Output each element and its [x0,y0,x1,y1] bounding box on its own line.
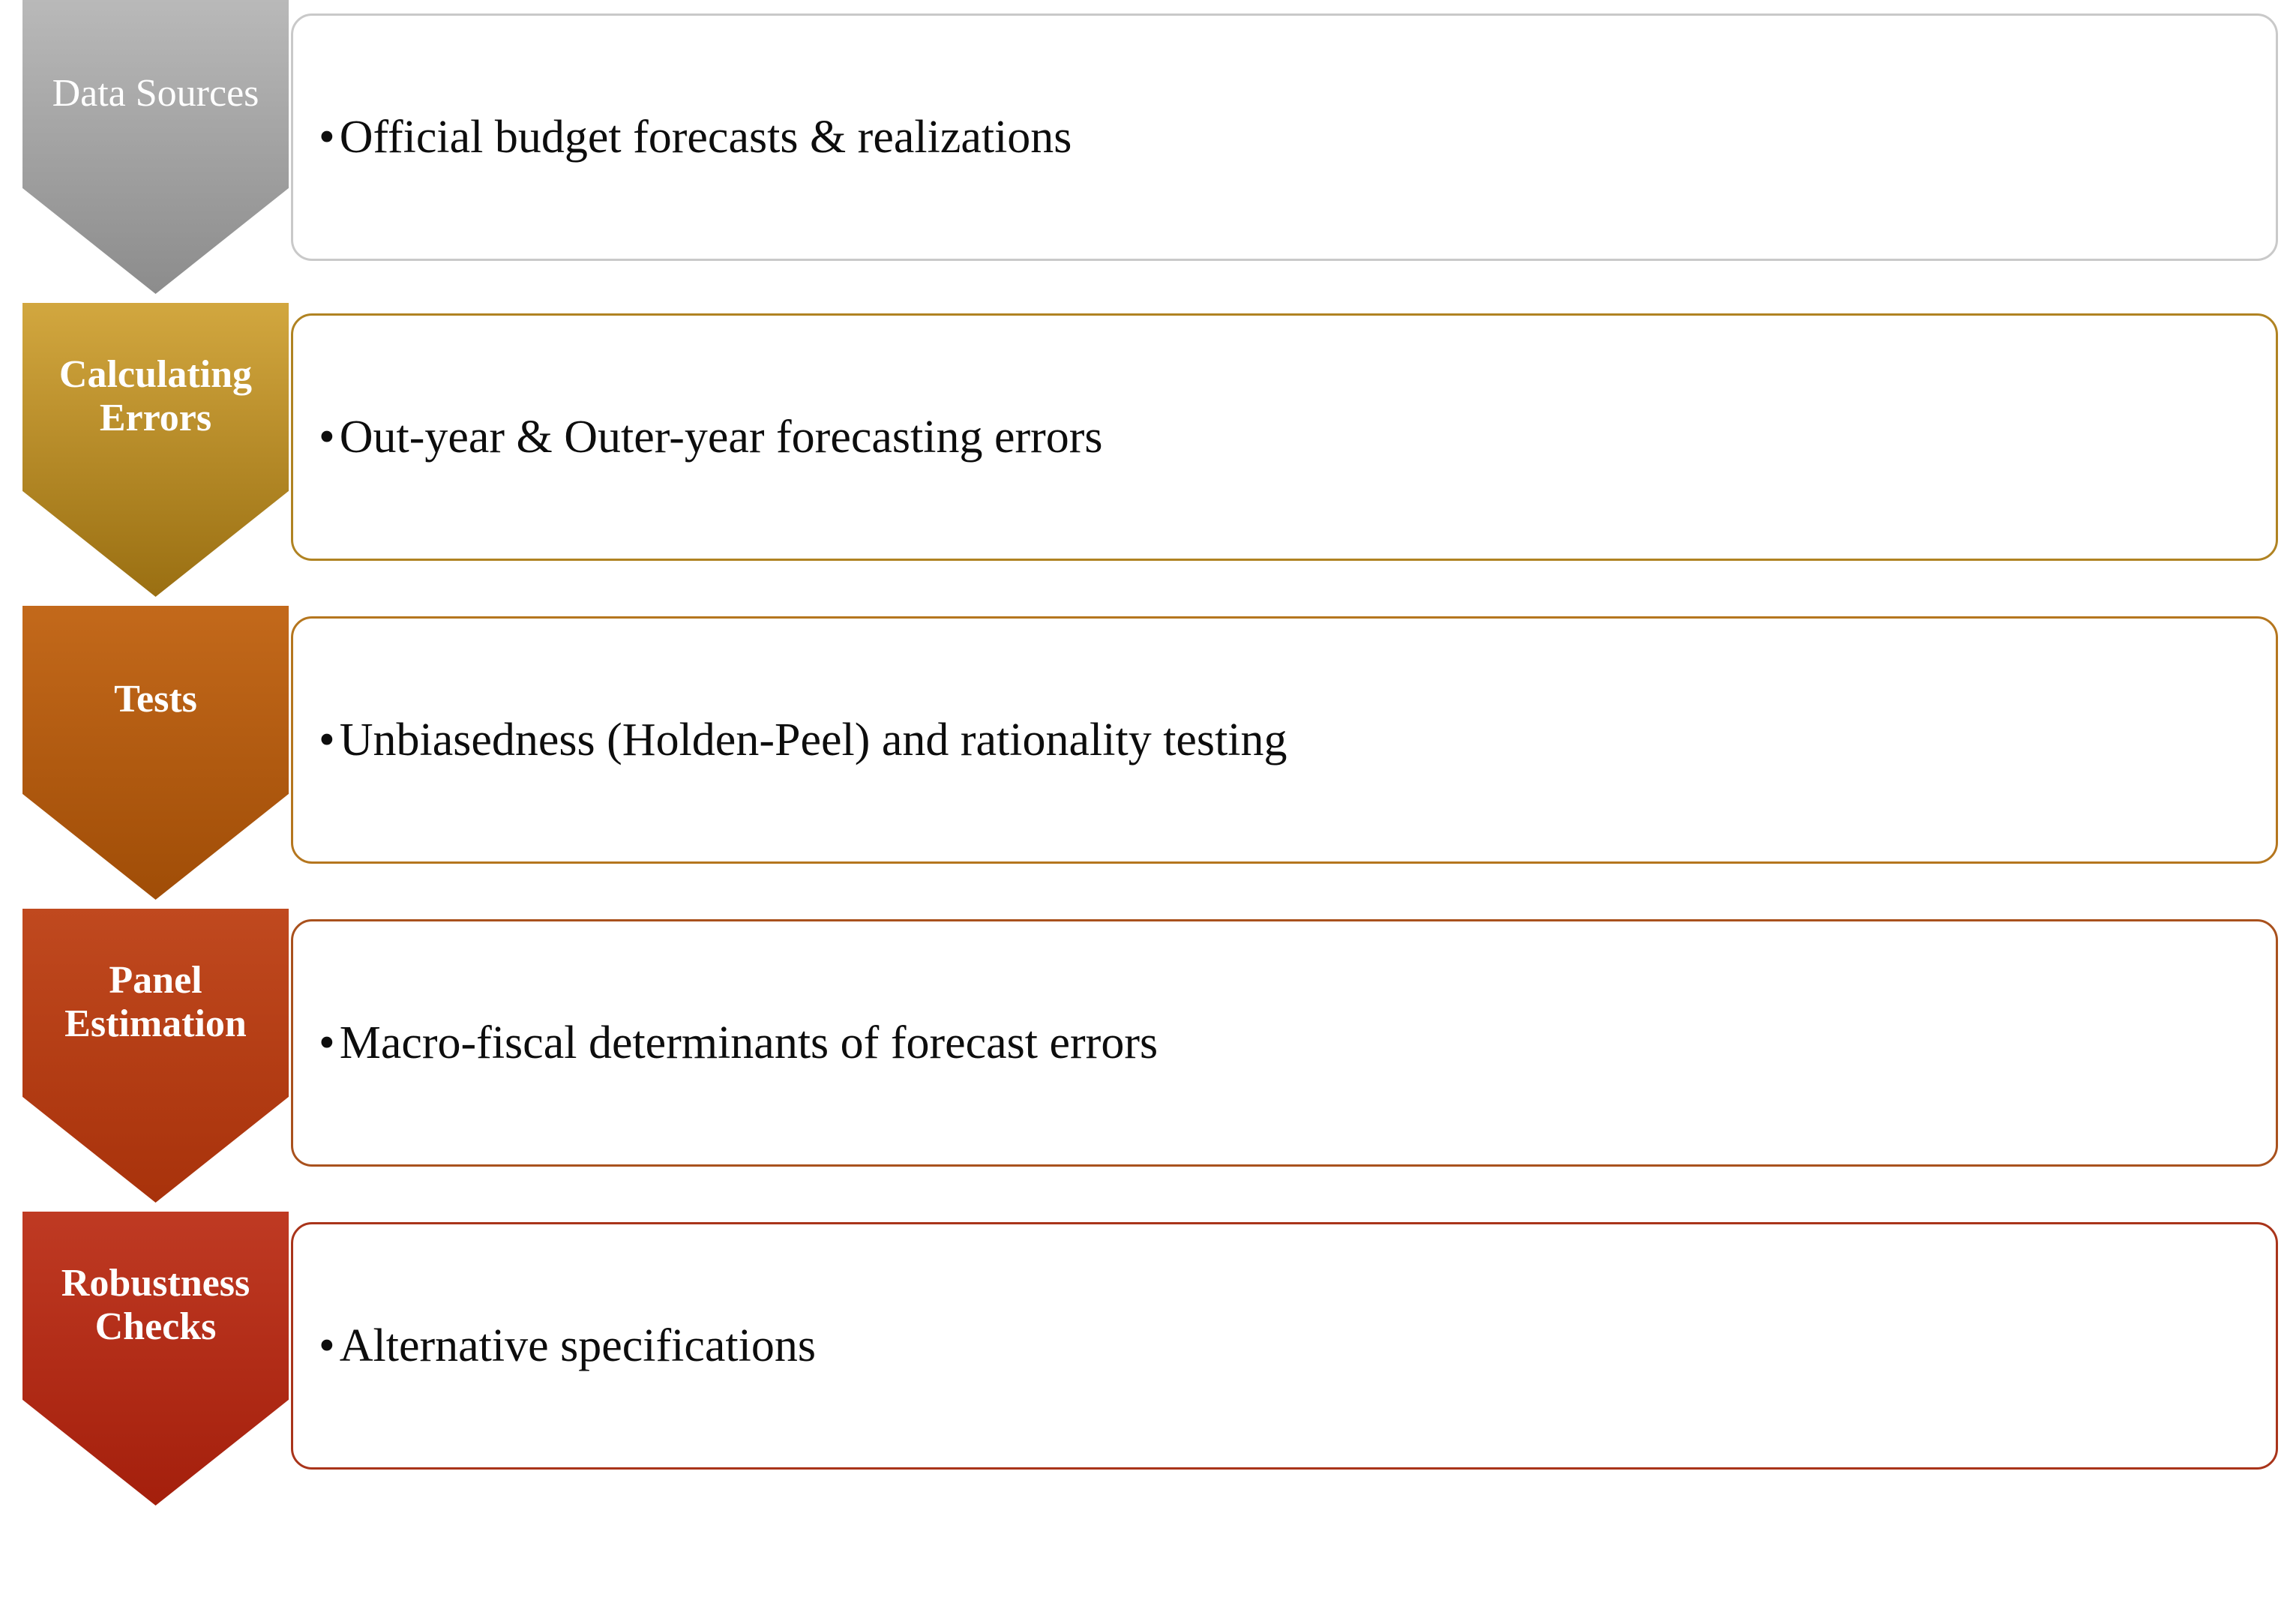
content-box-panel-estimation[interactable] [291,919,2278,1167]
bullet-line [293,112,1072,163]
bullet-line [293,1320,816,1371]
bullet-text: Unbiasedness (Holden-Peel) and rationality testing [339,714,1287,766]
content-box-robustness-checks[interactable] [291,1222,2278,1470]
content-box-calculating-errors[interactable] [291,313,2278,561]
bullet-dot-icon: • [319,111,335,163]
bullet-dot-icon: • [319,411,335,463]
chevron-shape-calculating-errors[interactable] [22,303,289,597]
bullet-text: Official budget forecasts & realizations [339,111,1072,163]
process-stage-data-sources [0,0,2296,294]
chevron-label: Robustness Checks [61,1262,250,1349]
bullet-text: Alternative specifications [339,1320,816,1371]
bullet-line [293,715,1287,766]
process-stage-calculating-errors [0,303,2296,597]
bullet-dot-icon: • [319,1017,335,1068]
content-box-tests[interactable] [291,616,2278,864]
bullet-dot-icon: • [319,714,335,766]
chevron-label: Calculating Errors [58,353,253,440]
chevron-label: Data Sources [52,72,259,115]
bullet-line [293,412,1103,463]
chevron-label: Tests [114,678,197,721]
bullet-text: Out-year & Outer-year forecasting errors [339,411,1103,463]
chevron-shape-robustness-checks[interactable] [22,1212,289,1506]
chevron-label: Panel Estimation [64,959,247,1046]
bullet-text: Macro-fiscal determinants of forecast errors [339,1017,1158,1068]
process-stage-robustness-checks [0,1212,2296,1506]
process-stage-tests [0,606,2296,900]
process-stage-panel-estimation [0,909,2296,1203]
chevron-shape-panel-estimation[interactable] [22,909,289,1203]
chevron-shape-data-sources[interactable] [22,0,289,294]
bullet-dot-icon: • [319,1320,335,1371]
content-box-data-sources[interactable] [291,13,2278,261]
bullet-line [293,1017,1158,1068]
chevron-shape-tests[interactable] [22,606,289,900]
